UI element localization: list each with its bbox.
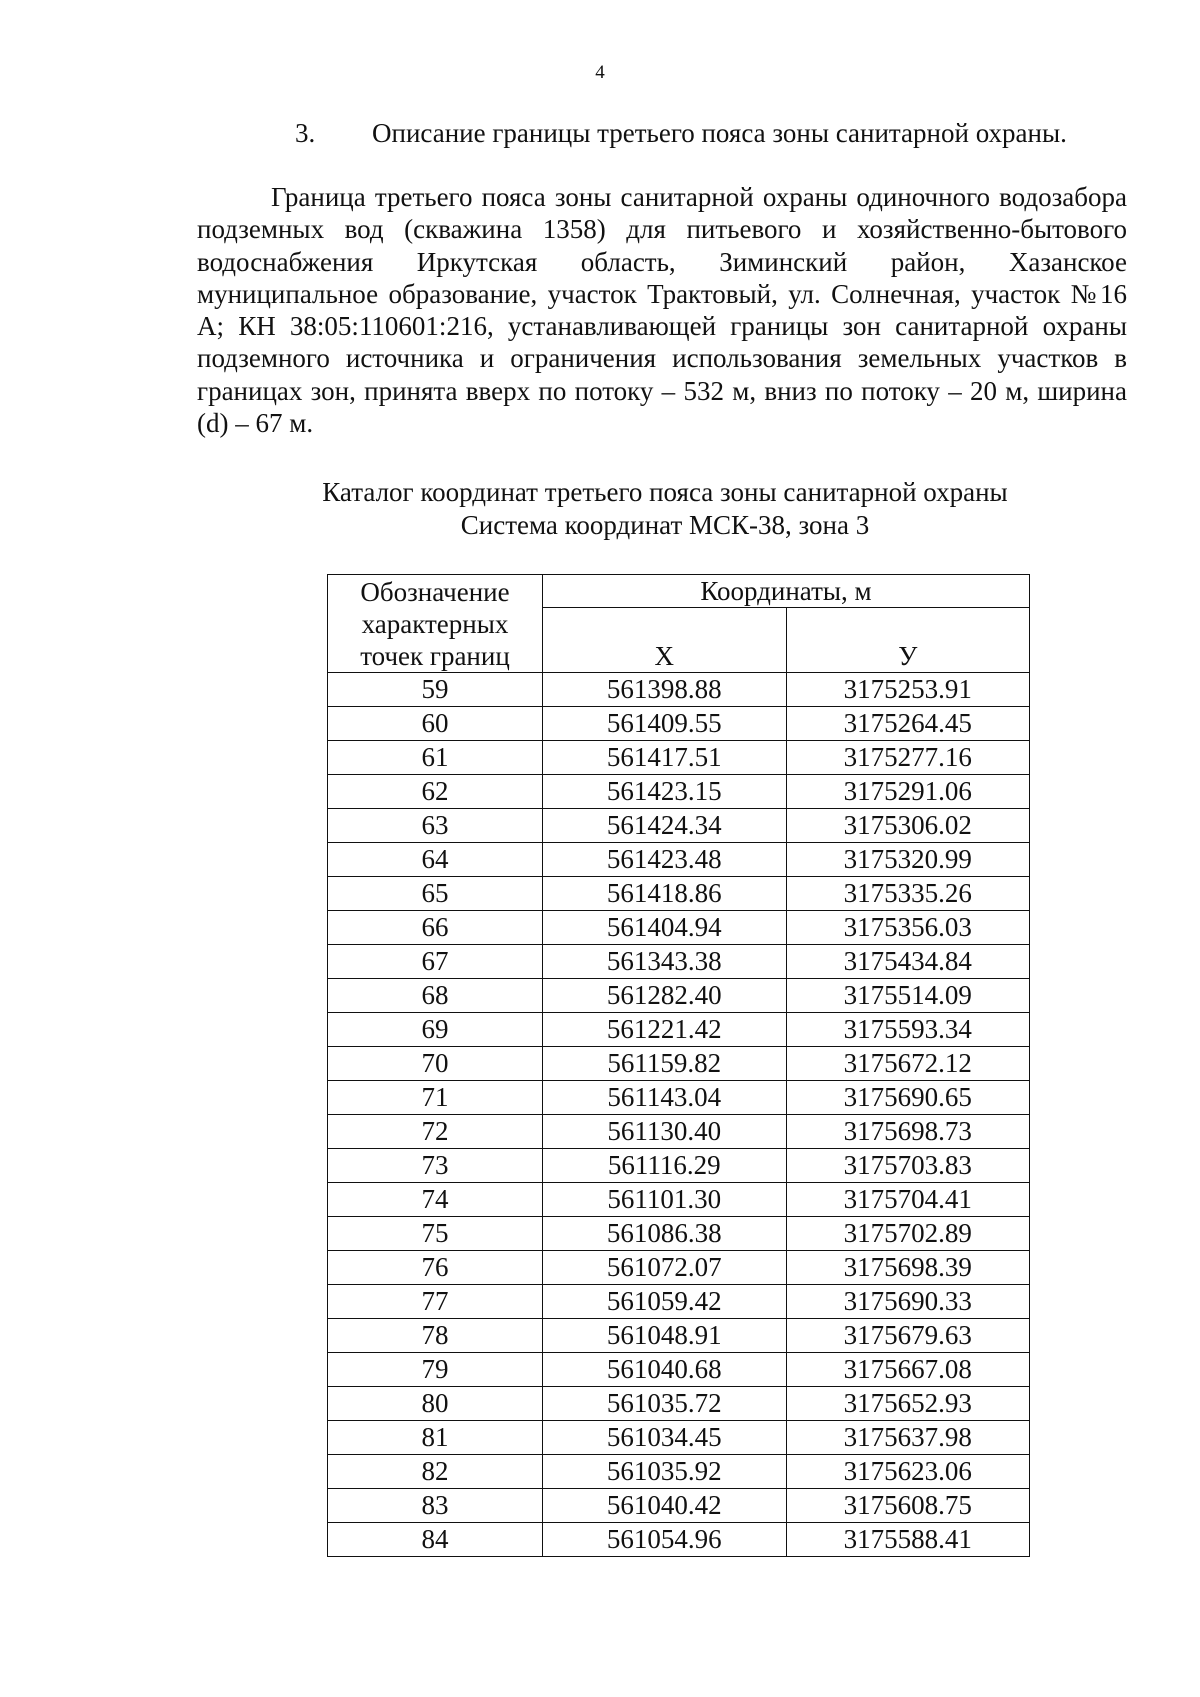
cell-x: 561143.04: [543, 1081, 787, 1115]
table-row: [328, 911, 1030, 945]
table-row: [328, 1523, 1030, 1557]
cell-y: 3175702.89: [786, 1217, 1030, 1251]
cell-x: 561424.34: [543, 809, 787, 843]
cell-y: 3175698.73: [786, 1115, 1030, 1149]
cell-y: 3175593.34: [786, 1013, 1030, 1047]
cell-y: 3175667.08: [786, 1353, 1030, 1387]
cell-x: 561086.38: [543, 1217, 787, 1251]
cell-point: 80: [328, 1387, 543, 1421]
cell-y: 3175434.84: [786, 945, 1030, 979]
table-row: [328, 1455, 1030, 1489]
section-title: Описание границы третьего пояса зоны санитарной охраны.: [372, 118, 1067, 148]
cell-x: 561072.07: [543, 1251, 787, 1285]
cell-x: 561035.72: [543, 1387, 787, 1421]
page-number: 4: [595, 62, 605, 83]
cell-x: 561417.51: [543, 741, 787, 775]
table-row: [328, 1013, 1030, 1047]
cell-point: 79: [328, 1353, 543, 1387]
cell-y: 3175291.06: [786, 775, 1030, 809]
table-row: [328, 1319, 1030, 1353]
catalog-title: [0, 476, 1200, 542]
cell-y: 3175672.12: [786, 1047, 1030, 1081]
table-row: [328, 707, 1030, 741]
cell-y: 3175264.45: [786, 707, 1030, 741]
cell-y: 3175320.99: [786, 843, 1030, 877]
cell-x: 561035.92: [543, 1455, 787, 1489]
cell-point: 68: [328, 979, 543, 1013]
section-heading: [295, 118, 1067, 149]
cell-y: 3175277.16: [786, 741, 1030, 775]
table-row: [328, 1353, 1030, 1387]
table-row: [328, 1489, 1030, 1523]
table-row: [328, 775, 1030, 809]
cell-y: 3175690.65: [786, 1081, 1030, 1115]
cell-point: 73: [328, 1149, 543, 1183]
table-row: [328, 1115, 1030, 1149]
table-row: [328, 1251, 1030, 1285]
cell-point: 81: [328, 1421, 543, 1455]
cell-point: 67: [328, 945, 543, 979]
catalog-title-line2: Система координат МСК-38, зона 3: [460, 510, 870, 540]
section-number: 3.: [295, 118, 316, 148]
cell-x: 561034.45: [543, 1421, 787, 1455]
cell-y: 3175637.98: [786, 1421, 1030, 1455]
cell-x: 561423.15: [543, 775, 787, 809]
table-row: [328, 945, 1030, 979]
cell-x: 561418.86: [543, 877, 787, 911]
cell-y: 3175306.02: [786, 809, 1030, 843]
cell-point: 83: [328, 1489, 543, 1523]
cell-point: 63: [328, 809, 543, 843]
cell-y: 3175652.93: [786, 1387, 1030, 1421]
cell-point: 78: [328, 1319, 543, 1353]
cell-x: 561221.42: [543, 1013, 787, 1047]
table-row: [328, 1183, 1030, 1217]
cell-y: 3175608.75: [786, 1489, 1030, 1523]
cell-point: 72: [328, 1115, 543, 1149]
cell-x: 561343.38: [543, 945, 787, 979]
table-row: [328, 741, 1030, 775]
cell-point: 59: [328, 673, 543, 707]
cell-point: 82: [328, 1455, 543, 1489]
header-point-designation: Обозначение характерных точек границ: [328, 575, 543, 673]
cell-point: 60: [328, 707, 543, 741]
cell-point: 61: [328, 741, 543, 775]
cell-x: 561059.42: [543, 1285, 787, 1319]
cell-x: 561048.91: [543, 1319, 787, 1353]
header-coordinates: Координаты, м: [543, 575, 1030, 608]
table-row: [328, 673, 1030, 707]
table-row: [328, 1149, 1030, 1183]
table-row: [328, 843, 1030, 877]
cell-x: 561040.68: [543, 1353, 787, 1387]
catalog-title-line1: Каталог координат третьего пояса зоны санитарной охраны: [322, 477, 1008, 507]
table-row: [328, 877, 1030, 911]
cell-x: 561398.88: [543, 673, 787, 707]
table-row: [328, 809, 1030, 843]
cell-y: 3175704.41: [786, 1183, 1030, 1217]
coordinates-table-body: [328, 673, 1030, 1557]
cell-x: 561409.55: [543, 707, 787, 741]
cell-y: 3175703.83: [786, 1149, 1030, 1183]
table-row: [328, 1421, 1030, 1455]
header-y: У: [786, 608, 1030, 673]
cell-y: 3175679.63: [786, 1319, 1030, 1353]
cell-x: 561054.96: [543, 1523, 787, 1557]
cell-y: 3175588.41: [786, 1523, 1030, 1557]
cell-y: 3175698.39: [786, 1251, 1030, 1285]
cell-y: 3175356.03: [786, 911, 1030, 945]
header-x: Х: [543, 608, 787, 673]
cell-point: 64: [328, 843, 543, 877]
cell-point: 84: [328, 1523, 543, 1557]
cell-x: 561159.82: [543, 1047, 787, 1081]
table-row: [328, 979, 1030, 1013]
cell-point: 62: [328, 775, 543, 809]
cell-point: 65: [328, 877, 543, 911]
cell-x: 561040.42: [543, 1489, 787, 1523]
cell-y: 3175623.06: [786, 1455, 1030, 1489]
cell-point: 77: [328, 1285, 543, 1319]
cell-point: 71: [328, 1081, 543, 1115]
cell-y: 3175514.09: [786, 979, 1030, 1013]
cell-x: 561423.48: [543, 843, 787, 877]
cell-x: 561404.94: [543, 911, 787, 945]
cell-x: 561101.30: [543, 1183, 787, 1217]
cell-x: 561282.40: [543, 979, 787, 1013]
table-row: [328, 1285, 1030, 1319]
cell-point: 76: [328, 1251, 543, 1285]
cell-y: 3175690.33: [786, 1285, 1030, 1319]
cell-x: 561130.40: [543, 1115, 787, 1149]
cell-point: 74: [328, 1183, 543, 1217]
boundary-description-paragraph: Граница третьего пояса зоны санитарной охраны одиночного водозабора подземных вод (скважина 1358) для питьевого и хозяйственно-бытового водоснабжения Иркутская область, Зиминский район, Хазанское муниципальное образование, участок Трактовый, ул. Солнечная, участок №16 А; КН 38:05:110601:216, устанавливающей границы зон санитарной охраны подземного источника и ограничения использования земельных участков в границах зон, принята вверх по потоку – 532 м, вниз по потоку – 20 м, ширина (d) – 67 м.: [197, 182, 1127, 439]
cell-point: 75: [328, 1217, 543, 1251]
coordinates-table: [327, 574, 1030, 1557]
cell-y: 3175335.26: [786, 877, 1030, 911]
cell-point: 70: [328, 1047, 543, 1081]
cell-y: 3175253.91: [786, 673, 1030, 707]
table-row: [328, 1217, 1030, 1251]
cell-x: 561116.29: [543, 1149, 787, 1183]
cell-point: 69: [328, 1013, 543, 1047]
coordinates-table-header: [328, 575, 1030, 673]
table-row: [328, 1047, 1030, 1081]
table-row: [328, 1081, 1030, 1115]
table-row: [328, 1387, 1030, 1421]
cell-point: 66: [328, 911, 543, 945]
